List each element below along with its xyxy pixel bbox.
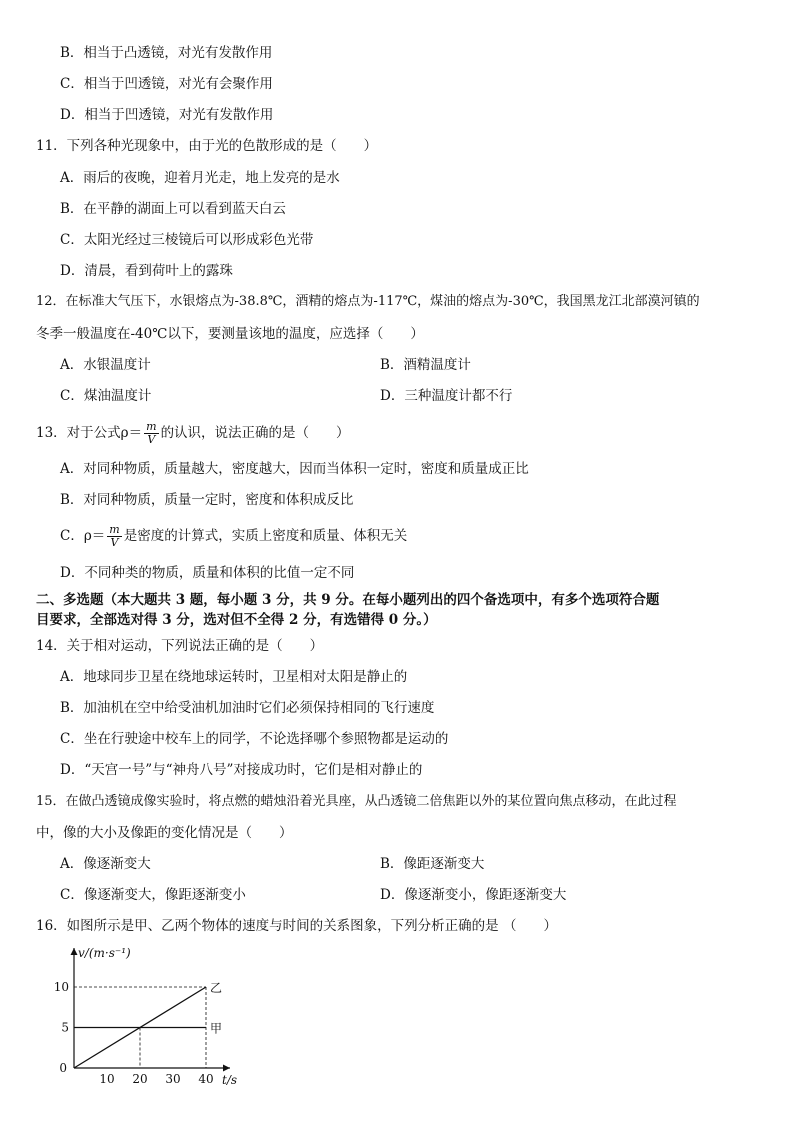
q15-option-c: C．像逐渐变大，像距逐渐变小 bbox=[60, 887, 246, 903]
q16-stem: 16．如图所示是甲、乙两个物体的速度与时间的关系图象，下列分析正确的是 （ ） bbox=[36, 918, 557, 934]
fraction-numerator: m bbox=[146, 420, 157, 433]
origin-label: 0 bbox=[59, 1061, 67, 1075]
series-label-2: 甲 bbox=[210, 1021, 223, 1036]
velocity-time-graph bbox=[40, 940, 238, 1090]
q11-option-a: A．雨后的夜晚，迎着月光走，地上发亮的是水 bbox=[60, 170, 340, 186]
x-tick-label: 30 bbox=[165, 1072, 181, 1086]
q12-option-c: C．煤油温度计 bbox=[60, 388, 152, 404]
section-heading-line1: 二、多选题（本大题共 3 题，每小题 3 分，共 9 分。在每小题列出的四个备选项中，有多个选项符合题 bbox=[36, 592, 660, 608]
q13-option-b: B．对同种物质，质量一定时，密度和体积成反比 bbox=[60, 492, 354, 508]
q15-stem-line1: 15．在做凸透镜成像实验时，将点燃的蜡烛沿着光具座，从凸透镜二倍焦距以外的某位置向焦点移动，在此过程 bbox=[36, 794, 677, 809]
x-tick-label: 40 bbox=[198, 1072, 214, 1086]
density-fraction bbox=[144, 421, 158, 446]
density-fraction bbox=[107, 524, 121, 549]
q13-stem-pre: 13．对于公式ρ＝ bbox=[36, 425, 143, 441]
y-tick-label: 10 bbox=[53, 980, 69, 994]
y-axis-label: v/(m·s⁻¹) bbox=[78, 946, 131, 960]
q13-option-a: A．对同种物质，质量越大，密度越大，因而当体积一定时，密度和质量成正比 bbox=[60, 461, 529, 477]
q13-option-c-post: 是密度的计算式，实质上密度和质量、体积无关 bbox=[123, 528, 408, 544]
graph-labels bbox=[54, 946, 237, 1087]
fraction-numerator: m bbox=[109, 523, 120, 536]
fraction-denominator: V bbox=[147, 433, 156, 446]
q15-option-b: B．像距逐渐变大 bbox=[380, 856, 485, 872]
q10-option-b: B．相当于凸透镜，对光有发散作用 bbox=[60, 45, 273, 61]
q14-option-c: C．坐在行驶途中校车上的同学，不论选择哪个参照物都是运动的 bbox=[60, 731, 449, 747]
q13-option-d: D．不同种类的物质，质量和体积的比值一定不同 bbox=[60, 565, 355, 581]
q12-option-a: A．水银温度计 bbox=[60, 357, 151, 373]
q14-option-a: A．地球同步卫星在绕地球运转时，卫星相对太阳是静止的 bbox=[60, 669, 408, 685]
q15-stem-line2: 中，像的大小及像距的变化情况是（ ） bbox=[36, 825, 293, 841]
q12-stem-line2: 冬季一般温度在-40℃以下，要测量该地的温度，应选择（ ） bbox=[36, 326, 424, 342]
q13-stem-post: 的认识，说法正确的是（ ） bbox=[160, 425, 350, 441]
q12-option-b: B．酒精温度计 bbox=[380, 357, 471, 373]
y-tick-label: 5 bbox=[61, 1020, 69, 1035]
q11-option-b: B．在平静的湖面上可以看到蓝天白云 bbox=[60, 201, 286, 217]
q10-option-c: C．相当于凹透镜，对光有会聚作用 bbox=[60, 76, 273, 92]
series-label-1: 乙 bbox=[210, 981, 223, 995]
x-axis-label: t/s bbox=[222, 1073, 238, 1087]
x-tick-label: 10 bbox=[99, 1072, 115, 1086]
q15-option-d: D．像逐渐变小，像距逐渐变大 bbox=[380, 887, 567, 903]
q12-option-d: D．三种温度计都不行 bbox=[380, 388, 513, 404]
q14-option-b: B．加油机在空中给受油机加油时它们必须保持相同的飞行速度 bbox=[60, 700, 435, 716]
q15-option-a: A．像逐渐变大 bbox=[60, 856, 151, 872]
fraction-denominator: V bbox=[110, 536, 119, 549]
q13-option-c bbox=[60, 523, 407, 549]
q11-stem: 11．下列各种光现象中，由于光的色散形成的是（ ） bbox=[36, 138, 378, 154]
q13-option-c-pre: C．ρ＝ bbox=[60, 528, 106, 544]
q11-option-c: C．太阳光经过三棱镜后可以形成彩色光带 bbox=[60, 232, 314, 248]
q12-stem-line1: 12．在标准大气压下，水银熔点为-38.8℃，酒精的熔点为-117℃，煤油的熔点为-30℃，我国黑龙江北部漠河镇的 bbox=[36, 294, 700, 309]
q10-option-d: D．相当于凹透镜，对光有发散作用 bbox=[60, 107, 274, 123]
section-heading-line2: 目要求，全部选对得 3 分，选对但不全得 2 分，有选错得 0 分。） bbox=[36, 612, 437, 628]
graph-axes bbox=[74, 948, 230, 1068]
graph-series bbox=[74, 987, 206, 1068]
q14-stem: 14．关于相对运动，下列说法正确的是（ ） bbox=[36, 638, 324, 654]
x-tick-label: 20 bbox=[132, 1072, 148, 1086]
q11-option-d: D．清晨，看到荷叶上的露珠 bbox=[60, 263, 233, 279]
q13-stem bbox=[36, 420, 350, 446]
q14-option-d: D．“天宫一号”与“神舟八号”对接成功时，它们是相对静止的 bbox=[60, 762, 423, 778]
